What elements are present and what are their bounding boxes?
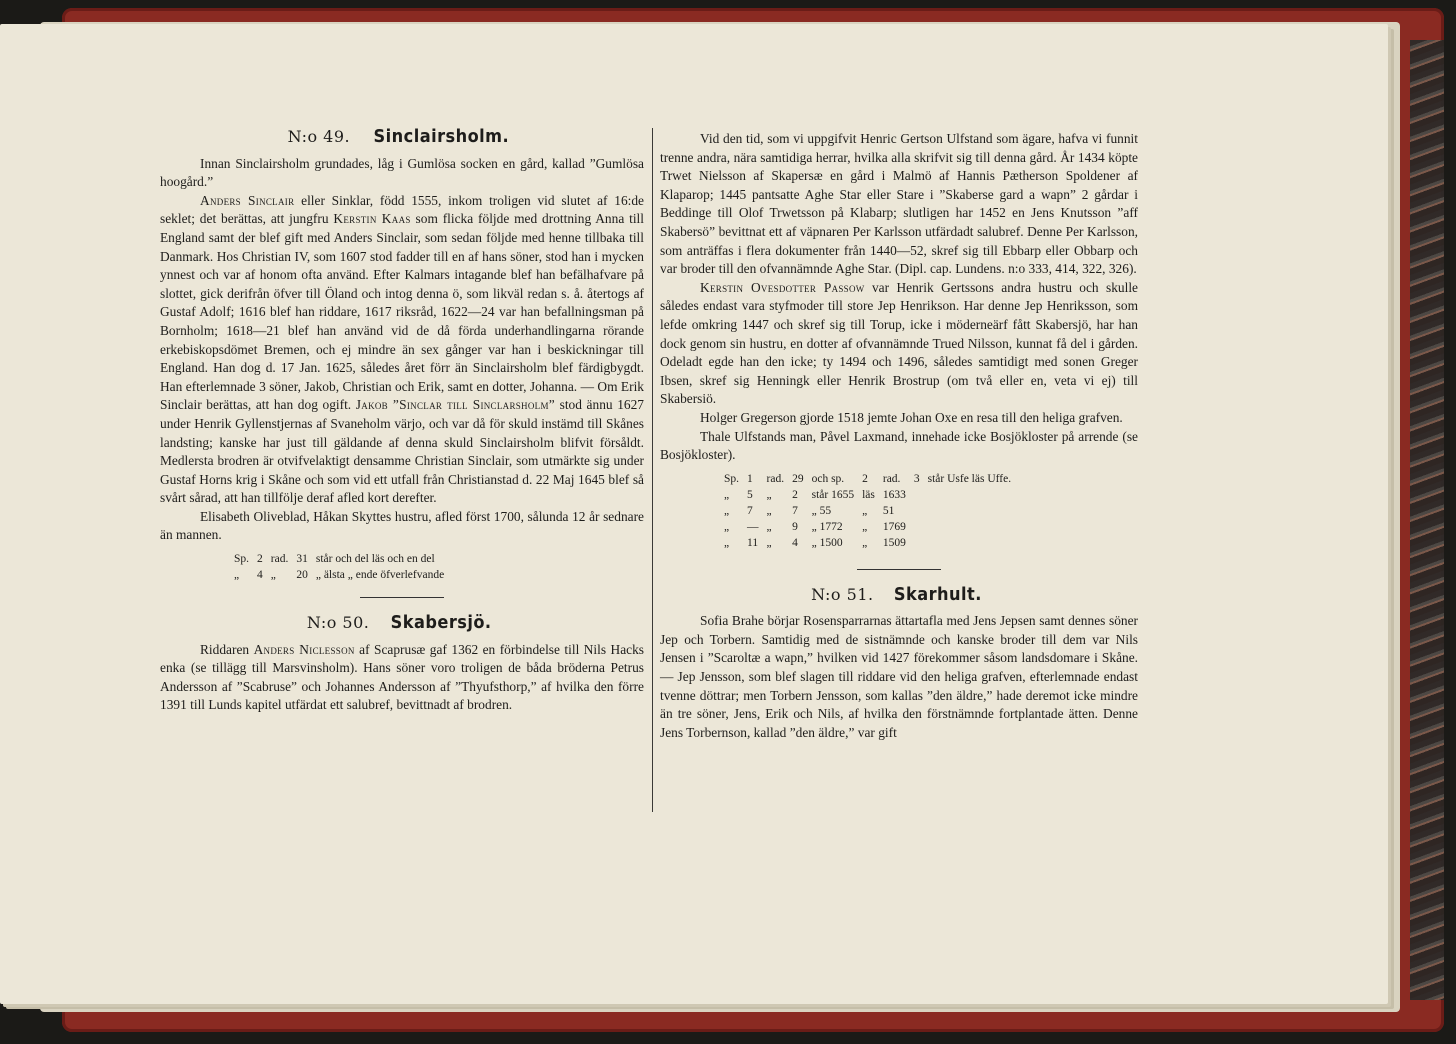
section-separator: [857, 569, 941, 570]
section-separator: [360, 597, 444, 598]
errata-row: „ 7 „ 7 „ 55 „ 51: [724, 504, 895, 517]
paragraph: Elisabeth Oliveblad, Håkan Skyttes hustru, afled först 1700, sålunda 12 år sednare än mannen.: [160, 508, 644, 543]
errata-row: „ 5 „ 2 står 1655 läs 1633: [724, 488, 906, 501]
section-title: Skarhult.: [894, 583, 983, 605]
errata-row: „ 11 „ 4 „ 1500 „ 1509: [724, 536, 906, 549]
right-column: [660, 130, 1138, 742]
book-page: [0, 24, 1388, 1004]
errata-row: „ 4 „ 20 „ älsta „ ende öfverlefvande: [234, 569, 445, 582]
paragraph: Anders Sinclair eller Sinklar, född 1555, inkom troligen vid slutet af 16:de seklet; det berättas, att jungfru Kerstin Kaas som flicka följde med drottning Anna till England samt der blef gift med Anders Sinclair, som sedan följde med henne tillbaka till Danmark. Hos Christian IV, som 1607 stod fadder till en af hans söner, stod han i mycken ynnest och var af honom ofta använd. Efter Kalmars intagande blef han befälhafvare på slottet, gick derifrån öfver till Öland och intog denna ö, som likväl redan s. å. återtogs af Gustaf Adolf; 1616 blef han riddare, 1617 riksråd, 1622—24 var han befallningsman på Bornholm; 1618—21 blef han använd vid de då förda underhandlingarna rörande erkebiskopsdömet Bremen, och ej mindre än sex gånger var han i beskickningar till England. Han dog d. 17 Jan. 1625, således året förr än Sinclairsholm blef färdigbygdt. Han efterlemnade 3 söner, Jakob, Christian och Erik, samt en dotter, Johanna. — Om Erik Sinclair berättas, att han dog ogift. Jakob ”Sinclar till Sinclarsholm” stod ännu 1627 under Henrik Gyllenstjernas af Svaneholm värjo, och var då för skuld instämd till Skånes landsting; kanske har just till gäldande af denna skuld Sinclairsholm blifvit försåldt. Medlersta brodren är otvifvelaktigt densamme Christian Sinclair, som utmärkte sig under Gustaf Horns krig i Skåne och som vid ett utfall från Christianstad d. 22 Maj 1645 blef så svårt sårad, att han tillfölje deraf afled kort derefter.: [160, 192, 644, 506]
section-heading-50: [160, 614, 644, 633]
paragraph: Innan Sinclairsholm grundades, låg i Gumlösa socken en gård, kallad ”Gumlösa hoogård.”: [160, 155, 644, 190]
section-title: Skabersjö.: [390, 612, 492, 634]
errata-row: „ — „ 9 „ 1772 „ 1769: [724, 520, 906, 533]
section-number: N:o 49.: [287, 127, 351, 146]
paragraph: Holger Gregerson gjorde 1518 jemte Johan Oxe en resa till den heliga grafven.: [700, 409, 1123, 425]
section-heading-51: [660, 583, 1138, 605]
paragraph: Kerstin Ovesdotter Passow var Henrik Gertssons andra hustru och skulle således endast vara styfmoder till store Jep Henrikson. Har denne Jep Henriksson, som lefde omkring 1447 och skref sig till Torup, icke i möderneärf fått Skabersjö, har han dock genom sin hustru, en dotter af ofvannämnde Trued Nilsson, kunnat få del i gården. Odeladt egde han den icke; ty 1494 och 1496, således samtidigt med sonen Greger Ibsen, skref sig Henningk eller Henrik Brostrup (om två eller en, veta vi ej) till Skabersiö.: [660, 279, 1138, 407]
section-title: Sinclairsholm.: [373, 126, 509, 147]
section-number: N:o 50.: [306, 613, 370, 633]
paragraph: Sofia Brahe börjar Rosensparrarnas ättartafla med Jens Jepsen samt dennes söner Jep och Torbern. Samtidig med de sistnämnde och kanske broder till dem var Nils Jensen i ”Scaroltæ a wapn,” hvilken vid 1427 förekommer såsom landsdomare i Skåne. — Jep Jensson, som blef slagen till riddare vid den heliga grafven, efterlemnade endast tvenne döttrar; men Torbern Jensson, som kallas ”den äldre,” hade deremot icke mindre än tre söner, Jens, Erik och Nils, af hvilka den förstnämnde fortplantade ätten. Denne Jens Torbernson, kallad ”den äldre,” var gift: [660, 613, 1138, 740]
paragraph: Thale Ulfstands man, Påvel Laxmand, innehade icke Bosjökloster på arrende (se Bosjökloster).: [660, 428, 1138, 463]
section-heading-49: [160, 128, 644, 147]
errata-row: Sp. 1 rad. 29 och sp. 2 rad. 3 står Usfe läs Uffe.: [724, 472, 1012, 485]
paragraph: Vid den tid, som vi uppgifvit Henric Gertson Ulfstand som ägare, hafva vi funnit trenne andra, nära samtidiga herrar, hvilka alla skrifvit sig till denna gård. År 1434 köpte Trwet Nielsson af Skapersæ en gård i Malmö af Hannis Pætherson Spoldener af Klaparop; 1445 pantsatte Aghe Star eller Stare i ”Skaberse gard a wapn” 2 gårdar i Beddinge till Olof Trwetsson på Klabarp; slutligen har 1452 en Jens Knutsson ”aff Skabersö” bevittnat ett af väpnaren Per Karlsson utfärdadt salubref. Denne Per Karlsson, som anträffas i flera dokumenter från 1440—52, skref sig till Ebbarp eller Obbarp och var broder till den ofvannämnde Aghe Star. (Dipl. cap. Lundens. n:o 333, 414, 322, 326).: [660, 131, 1138, 277]
left-column: [160, 128, 644, 715]
errata-table: [160, 551, 644, 583]
marbled-edge: [1410, 40, 1444, 1000]
errata-table: [660, 471, 1138, 551]
section-number: N:o 51.: [811, 584, 874, 604]
errata-row: Sp. 2 rad. 31 står och del läs och en del: [234, 553, 435, 566]
column-divider: [652, 128, 653, 812]
paragraph: Riddaren Anders Niclesson af Scaprusæ gaf 1362 en förbindelse till Nils Hacks enka (se tillägg till Marsvinsholm). Hans söner voro troligen de båda bröderna Petrus Andersson af ”Scabruse” och Johannes Andersson af ”Thyufsthorp,” af hvilka den förre 1391 till Lunds kapitel utfärdat ett salubref, bevittnadt af brodren.: [160, 641, 645, 713]
